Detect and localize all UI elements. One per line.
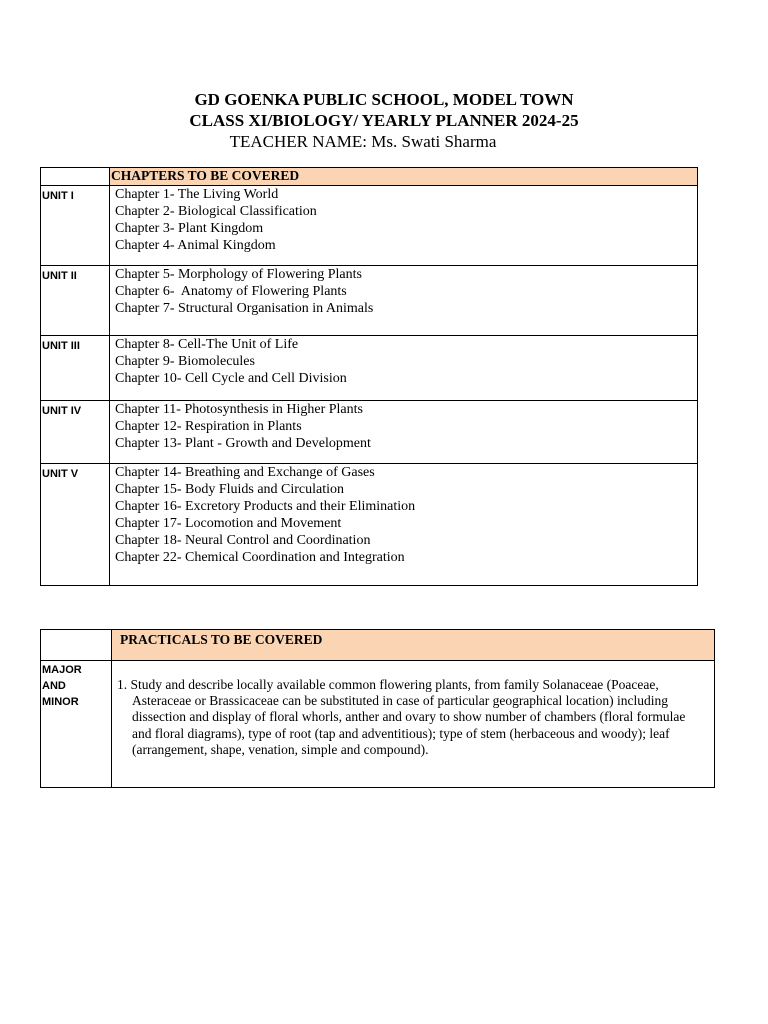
chapter-item: Chapter 6- Anatomy of Flowering Plants [115,284,347,299]
unit-label: UNIT V [41,464,110,586]
unit-chapters [110,186,698,266]
chapter-item: Chapter 17- Locomotion and Movement [115,516,342,531]
chapters-header-blank [41,168,110,186]
unit-chapters [110,464,698,586]
unit-label: UNIT I [41,186,110,266]
unit-row [41,336,698,401]
chapter-item: Chapter 16- Excretory Products and their Elimination [115,499,416,514]
unit-row [41,401,698,464]
chapter-item: Chapter 9- Biomolecules [115,354,255,369]
chapter-item: Chapter 1- The Living World [115,187,279,202]
document-header [0,89,768,152]
unit-row [41,464,698,586]
planner-title: CLASS XI/BIOLOGY/ YEARLY PLANNER 2024-25 [189,111,579,130]
chapter-item: Chapter 14- Breathing and Exchange of Gases [115,465,375,480]
unit-label: UNIT IV [41,401,110,464]
category-line: AND [42,680,66,692]
practicals-table [40,629,715,788]
chapters-heading: CHAPTERS TO BE COVERED [110,168,698,186]
unit-row [41,266,698,336]
practicals-row [41,661,715,788]
category-line: MINOR [42,696,79,708]
category-line: MAJOR [42,664,82,676]
chapter-item: Chapter 11- Photosynthesis in Higher Plants [115,402,363,417]
practical-item: 1. Study and describe locally available common flowering plants, from family Solanaceae (Poaceae, Asteraceae or Brassicaceae can be substituted in case of particular geographical location) including dissection and display of floral whorls, anther and ovary to show number of chambers (floral formulae and floral diagrams), type of root (tap and adventitious); type of stem (herbaceous and woody); leaf (arrangement, shape, venation, simple and compound). [117,677,686,757]
practicals-heading: PRACTICALS TO BE COVERED [112,630,715,661]
practicals-header-row [41,630,715,661]
teacher-name: TEACHER NAME: Ms. Swati Sharma [229,132,497,151]
chapter-item: Chapter 3- Plant Kingdom [115,221,264,236]
chapter-item: Chapter 2- Biological Classification [115,204,317,219]
chapter-item: Chapter 10- Cell Cycle and Cell Division [115,371,347,386]
unit-chapters [110,401,698,464]
unit-row [41,186,698,266]
chapter-item: Chapter 5- Morphology of Flowering Plants [115,267,362,282]
practicals-header-blank [41,630,112,661]
chapter-item: Chapter 7- Structural Organisation in Animals [115,301,374,316]
practical-description-cell [112,661,715,788]
chapter-item: Chapter 15- Body Fluids and Circulation [115,482,345,497]
chapter-item: Chapter 22- Chemical Coordination and Integration [115,550,405,565]
chapters-table [40,167,698,586]
chapter-item: Chapter 8- Cell-The Unit of Life [115,337,299,352]
school-name: GD GOENKA PUBLIC SCHOOL, MODEL TOWN [194,90,574,109]
chapter-item: Chapter 13- Plant - Growth and Development [115,436,371,451]
practical-category [41,661,112,788]
chapters-header-row [41,168,698,186]
unit-chapters [110,266,698,336]
chapter-item: Chapter 18- Neural Control and Coordination [115,533,371,548]
unit-chapters [110,336,698,401]
chapter-item: Chapter 12- Respiration in Plants [115,419,302,434]
unit-label: UNIT II [41,266,110,336]
chapter-item: Chapter 4- Animal Kingdom [115,238,276,253]
unit-label: UNIT III [41,336,110,401]
